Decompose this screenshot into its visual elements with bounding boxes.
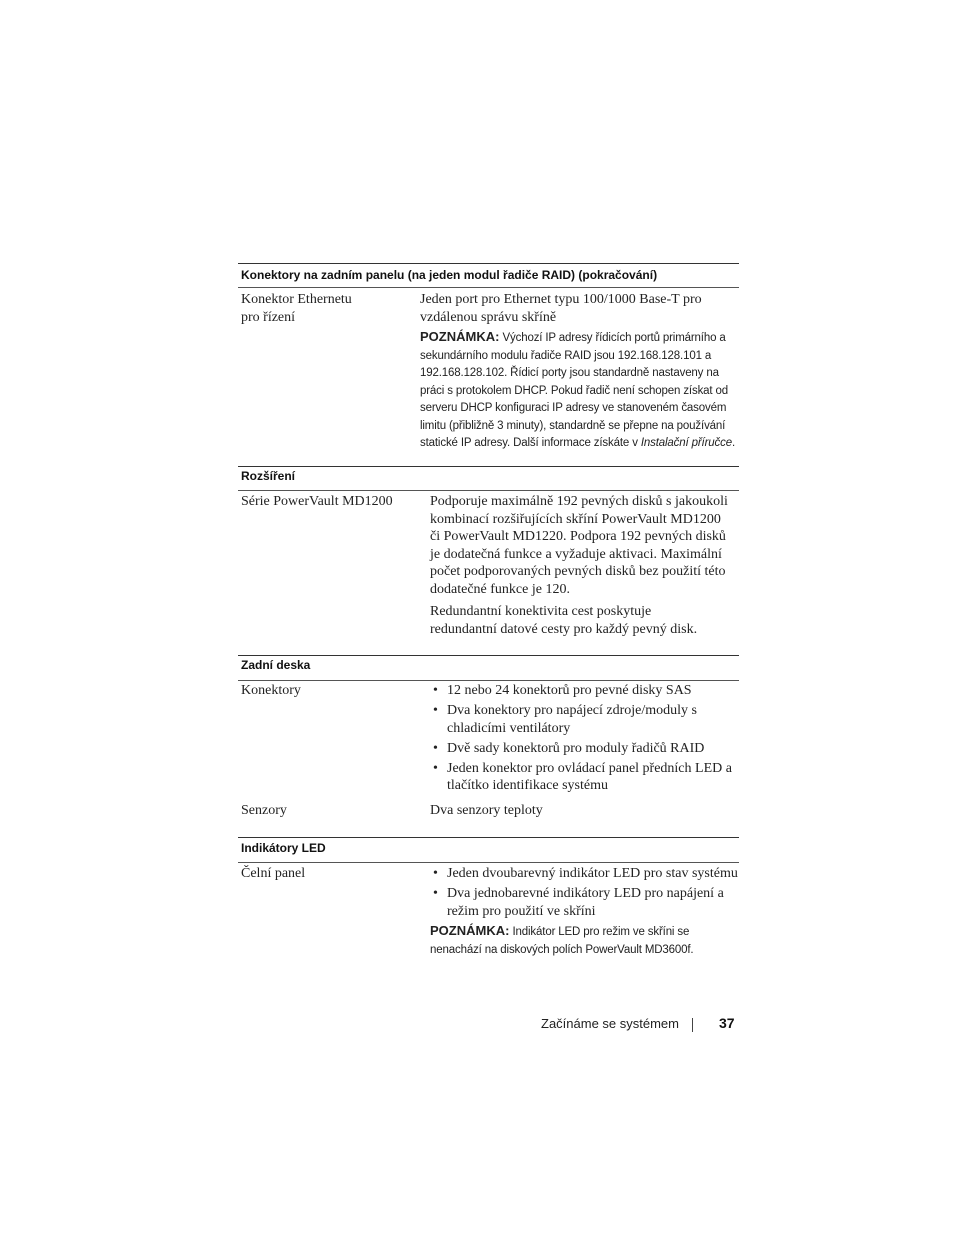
section-header-backplane: Zadní deska <box>241 658 311 672</box>
row-label-line: pro řízení <box>241 309 296 325</box>
table-top-rule <box>238 263 739 264</box>
row-label-md1200: Série PowerVault MD1200 <box>241 494 393 509</box>
section-header-rule <box>238 862 739 863</box>
list-item-text: Jeden dvoubarevný indikátor LED pro stav systému <box>447 866 738 881</box>
list-item-text: Jeden konektor pro ovládací panel předních LED a <box>447 760 732 776</box>
footer-divider <box>692 1018 693 1032</box>
note-text: . <box>731 437 736 449</box>
row-value-sensors: Dva senzory teploty <box>430 803 543 818</box>
note-text: Indikátor LED pro režim ve skříni se <box>512 926 690 938</box>
footer-chapter-title: Začínáme se systémem <box>541 1016 679 1031</box>
note-line: práci s protokolem DHCP. Pokud řadič není schopen získat od <box>420 384 728 397</box>
paragraph-line: kombinací rozšiřujících skříní PowerVault MD1200 <box>430 511 721 527</box>
section-rule-leds <box>238 837 739 838</box>
note-text: Výchozí IP adresy řídicích portů primárního a <box>502 332 726 344</box>
bullet-icon: • <box>433 703 438 718</box>
bullet-icon: • <box>433 740 438 756</box>
paragraph-line: dodatečné funkce je 120. <box>430 581 570 597</box>
list-item <box>431 885 741 920</box>
list-item <box>431 865 741 883</box>
section-header-rule <box>238 680 739 681</box>
list-item-text: 12 nebo 24 konektorů pro pevné disky SAS <box>447 683 692 698</box>
section-header-rule <box>238 287 739 288</box>
section-header-leds: Indikátory LED <box>241 841 326 855</box>
note-line <box>420 435 735 453</box>
row-label-sensors: Senzory <box>241 803 287 818</box>
row-label-connectors: Konektory <box>241 683 301 698</box>
note-line <box>420 328 735 348</box>
note-reference: Instalační příručce <box>640 437 732 449</box>
list-item <box>431 702 741 737</box>
note-ethernet <box>420 328 735 453</box>
paragraph-line: je dodatečná funkce a vyžaduje aktivaci. Maximální <box>430 546 722 562</box>
connectors-bullet-list <box>431 682 741 797</box>
section-rule-backplane <box>238 655 739 656</box>
list-item-text: režim pro použití ve skříni <box>447 903 596 919</box>
note-text: statické IP adresy. Další informace získáte v <box>420 437 641 449</box>
note-line: 192.168.128.102. Řídicí porty jsou standardně nastaveny na <box>420 367 719 379</box>
note-line: nenachází na diskových polích PowerVault MD3600f. <box>430 943 694 956</box>
paragraph-line: počet podporovaných pevných disků bez použití této <box>430 564 726 579</box>
note-line <box>430 922 693 942</box>
paragraph-line: Redundantní konektivita cest poskytuje <box>430 604 652 619</box>
leds-bullet-list <box>431 865 741 923</box>
row-label-line: Konektor Ethernetu <box>241 292 352 307</box>
row-desc-ethernet <box>420 291 702 326</box>
desc-line: Jeden port pro Ethernet typu 100/1000 Base-T pro <box>420 292 702 307</box>
list-item-text: chladicími ventilátory <box>447 720 571 736</box>
list-item <box>431 760 741 795</box>
row-label-ethernet <box>241 291 352 326</box>
note-label: POZNÁMKA: <box>430 923 510 938</box>
expansion-paragraph-2 <box>430 603 697 638</box>
note-line: limitu (přibližně 3 minuty), standardně se přepne na používání <box>420 419 726 432</box>
section-header-rule <box>238 490 739 491</box>
bullet-icon: • <box>433 683 438 698</box>
note-label: POZNÁMKA: <box>420 329 500 344</box>
desc-line: vzdálenou správu skříně <box>420 309 557 325</box>
paragraph-line: či PowerVault MD1220. Podpora 192 pevných disků <box>430 529 726 544</box>
list-item <box>431 682 741 700</box>
bullet-icon: • <box>433 760 438 776</box>
note-leds <box>430 922 693 959</box>
section-header-connectors: Konektory na zadním panelu (na jeden modul řadiče RAID) (pokračování) <box>241 268 658 282</box>
page-number: 37 <box>719 1015 735 1031</box>
section-rule-expansion <box>238 466 739 467</box>
list-item-text: Dvě sady konektorů pro moduly řadičů RAID <box>447 740 705 756</box>
paragraph-line: Podporuje maximálně 192 pevných disků s jakoukoli <box>430 494 728 509</box>
expansion-paragraph-1 <box>430 493 728 598</box>
note-line: sekundárního modulu řadiče RAID jsou 192.168.128.101 a <box>420 349 712 362</box>
bullet-icon: • <box>433 886 438 901</box>
list-item-text: Dva jednobarevné indikátory LED pro napájení a <box>447 886 724 901</box>
note-line: serveru DHCP konfiguraci IP adresy ve stanoveném časovém <box>420 402 727 414</box>
list-item-text: tlačítko identifikace systému <box>447 778 608 793</box>
list-item-text: Dva konektory pro napájecí zdroje/moduly s <box>447 703 697 718</box>
row-label-front-panel: Čelní panel <box>241 866 306 881</box>
paragraph-line: redundantní datové cesty pro každý pevný disk. <box>430 621 698 637</box>
bullet-icon: • <box>433 866 438 881</box>
section-header-expansion: Rozšíření <box>241 469 296 483</box>
list-item <box>431 740 741 758</box>
